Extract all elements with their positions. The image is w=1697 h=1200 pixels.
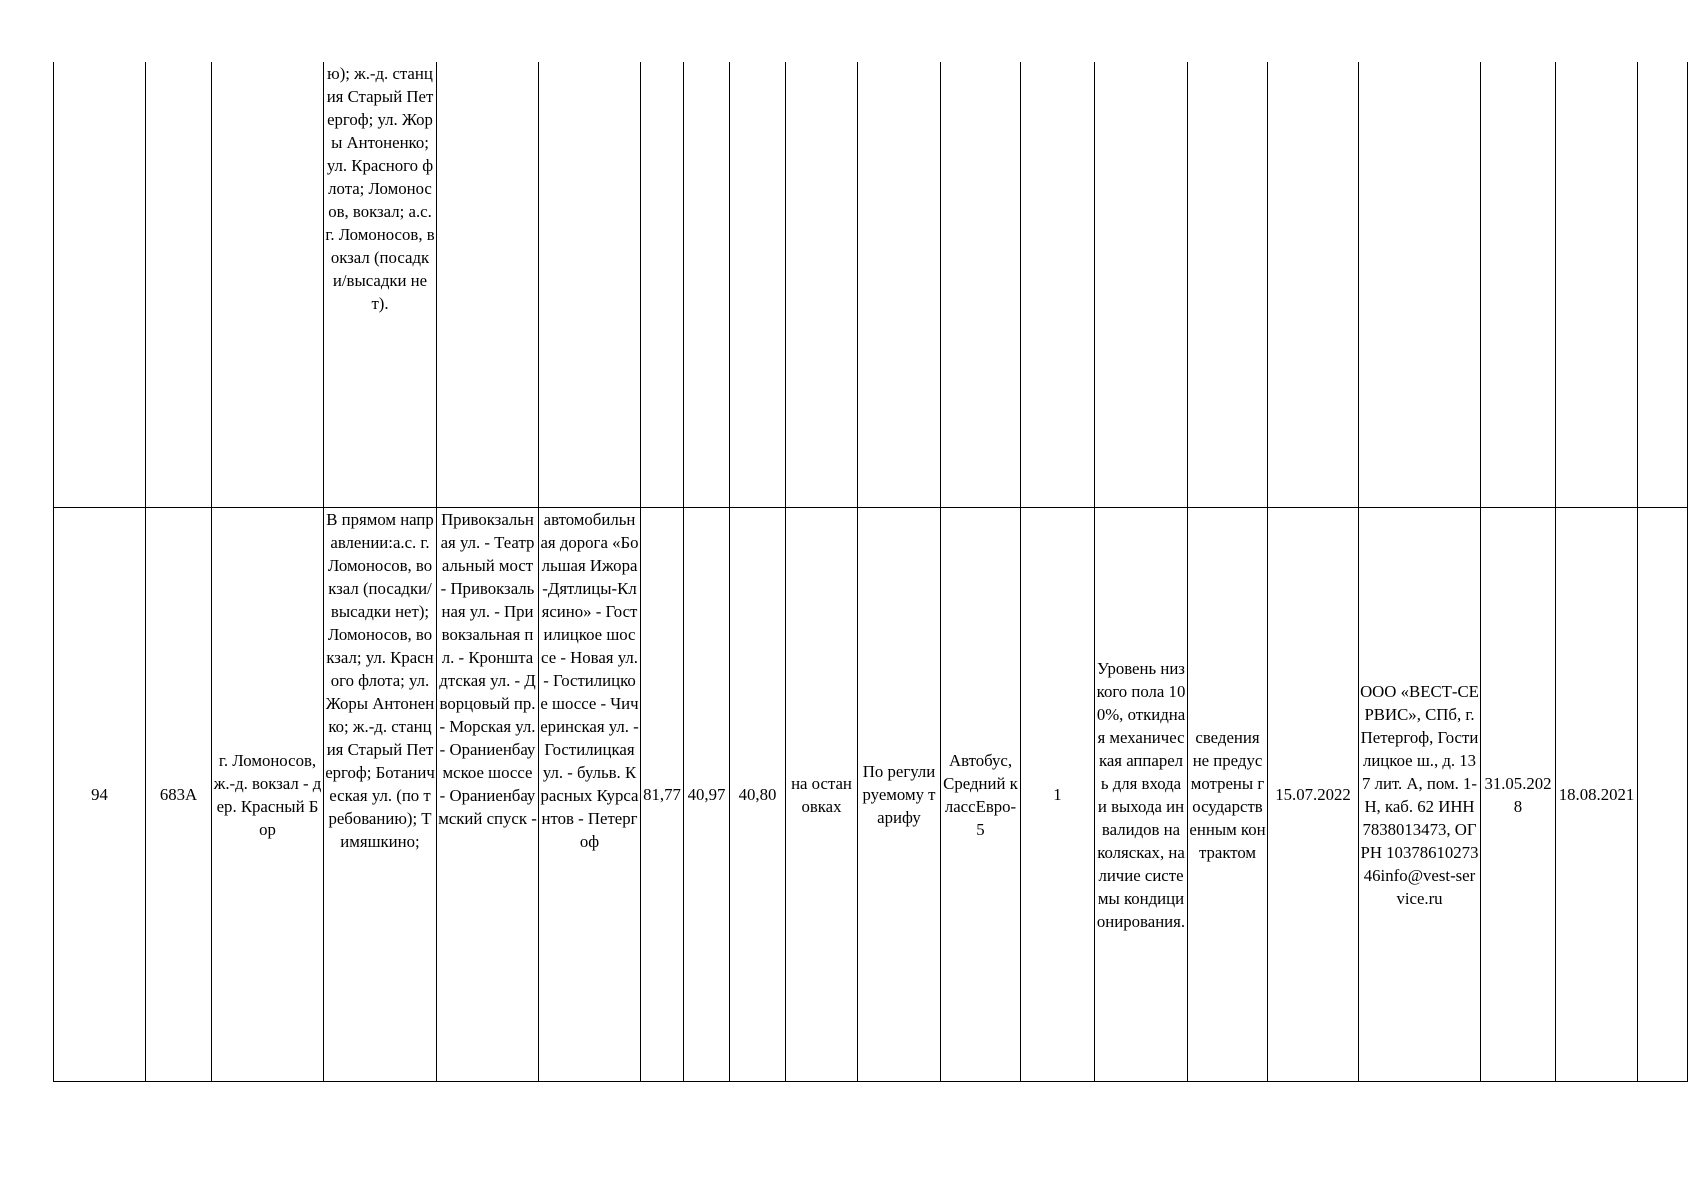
cell-vehicle: Автобус, Средний классЕвро-5: [941, 508, 1021, 1082]
cell-contract: [1188, 62, 1268, 508]
cell-boarding-order: [786, 62, 858, 508]
cell-stops: В прямом направлении:а.с. г. Ломоносов, вокзал (посадки/высадки нет); Ломоносов, вокзал; ул. Красного флота; ул. Жоры Антоненко; ж.-д. станция Старый Петергоф; Ботаническая ул. (по требованию); Тимяшкино;: [324, 508, 437, 1082]
cell-streets: Привокзальная ул. - Театральный мост - Привокзальная ул. - Привокзальная пл. - Кронштадтская ул. - Дворцовый пр. - Морская ул. - Ораниенбаумское шоссе - Ораниенбаумский спуск -: [437, 508, 539, 1082]
cell-route-name: [212, 62, 324, 508]
cell-route-name: г. Ломоносов, ж.-д. вокзал - дер. Красный Бор: [212, 508, 324, 1082]
table-row: [54, 62, 1688, 508]
cell-boarding-order: на остановках: [786, 508, 858, 1082]
cell-record-date: 18.08.2021: [1556, 508, 1638, 1082]
cell-vehicle-count: 1: [1021, 508, 1095, 1082]
cell-route-code: [146, 62, 212, 508]
cell-stops: ю); ж.-д. станция Старый Петергоф; ул. Жоры Антоненко; ул. Красного флота; Ломоносов, вокзал; а.с. г. Ломоносов, вокзал (посадки/высадки нет).: [324, 62, 437, 508]
cell-end-date: [1481, 62, 1556, 508]
cell-length-backward: [684, 62, 730, 508]
cell-number: [54, 62, 146, 508]
cell-carrier: [1359, 62, 1481, 508]
cell-end-date: 31.05.2028: [1481, 508, 1556, 1082]
cell-roads: [539, 62, 641, 508]
route-registry-table: [53, 62, 1688, 1082]
cell-contract: сведения не предусмотрены государственным контрактом: [1188, 508, 1268, 1082]
cell-vehicle: [941, 62, 1021, 508]
cell-accessibility: [1095, 62, 1188, 508]
cell-tariff-type: По регулируемому тарифу: [858, 508, 941, 1082]
cell-route-code: 683А: [146, 508, 212, 1082]
cell-streets: [437, 62, 539, 508]
cell-vehicle-count: [1021, 62, 1095, 508]
cell-length-backward: 40,97: [684, 508, 730, 1082]
cell-length-forward: [641, 62, 684, 508]
cell-start-date: 15.07.2022: [1268, 508, 1359, 1082]
cell-roads: автомобильная дорога «Большая Ижора-Дятлицы-Клясино» - Гостилицкое шоссе - Новая ул. - Гостилицкое шоссе - Чичеринская ул. - Гостилицкая ул. - бульв. Красных Курсантов - Петергоф: [539, 508, 641, 1082]
cell-record-date: [1556, 62, 1638, 508]
cell-length-total: [730, 62, 786, 508]
cell-extra: [1638, 508, 1688, 1082]
cell-length-total: 40,80: [730, 508, 786, 1082]
cell-carrier: ООО «ВЕСТ-СЕРВИС», СПб, г. Петергоф, Гостилицкое ш., д. 137 лит. А, пом. 1-Н, каб. 62 ИНН 7838013473, ОГРН 1037861027346info@vest-service.ru: [1359, 508, 1481, 1082]
cell-tariff-type: [858, 62, 941, 508]
cell-accessibility: Уровень низкого пола 100%, откидная механическая аппарель для входа и выхода инвалидов на колясках, наличие системы кондиционирования.: [1095, 508, 1188, 1082]
cell-start-date: [1268, 62, 1359, 508]
cell-length-forward: 81,77: [641, 508, 684, 1082]
cell-number: 94: [54, 508, 146, 1082]
table-row: [54, 508, 1688, 1082]
cell-extra: [1638, 62, 1688, 508]
